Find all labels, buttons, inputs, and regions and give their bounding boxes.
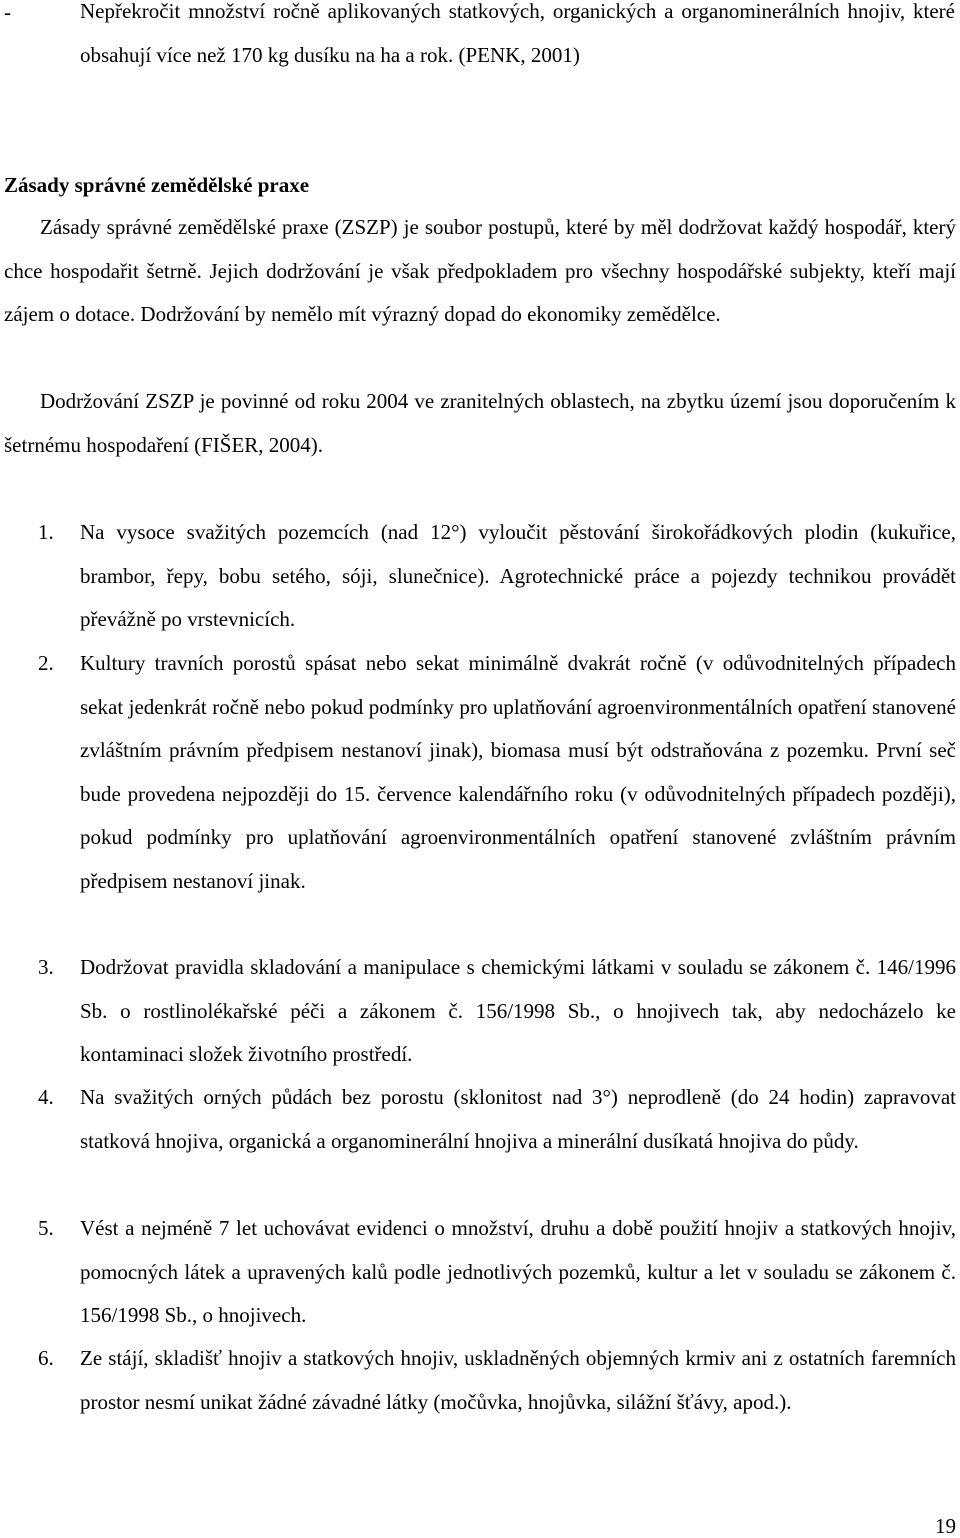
- bullet-item: [0, 0, 960, 110]
- list-item-text: Na vysoce svažitých pozemcích (nad 12°) vyloučit pěstování širokořádkových plodin (kukuřice, brambor, řepy, bobu setého, sóji, slunečnice). Agrotechnické práce a pojezdy technikou provádět převážně po vrstevnicích.: [80, 520, 956, 631]
- list-item-text: Vést a nejméně 7 let uchovávat evidenci o množství, druhu a době použití hnojiv a statkových hnojiv, pomocných látek a upravených kalů podle jednotlivých pozemků, kultur a let v souladu se zákonem č. 156/1998 Sb., o hnojivech.: [80, 1216, 956, 1327]
- list-item-number: 3.: [38, 955, 54, 979]
- section-heading: Zásady správné zemědělské praxe: [4, 173, 310, 197]
- list-item-number: 2.: [38, 651, 54, 675]
- list-item-number: 1.: [38, 520, 54, 544]
- paragraph-zszp-mandatory: Dodržování ZSZP je povinné od roku 2004 ve zranitelných oblastech, na zbytku území jsou doporučením k šetrnému hospodaření (FIŠER, 2004).: [4, 389, 956, 457]
- list-item-text: Na svažitých orných půdách bez porostu (sklonitost nad 3°) neprodleně (do 24 hodin) zapravovat statková hnojiva, organická a organominerální hnojiva a minerální dusíkatá hnojiva do půdy.: [80, 1085, 956, 1153]
- bullet-text: Nepřekročit množství ročně aplikovaných statkových, organických a organominerálních hnojiv, které obsahují více než 170 kg dusíku na ha a rok. (PENK, 2001): [80, 0, 955, 67]
- list-item-text: Ze stájí, skladišť hnojiv a statkových hnojiv, uskladněných objemných krmiv ani z ostatních faremních prostor nesmí unikat žádné závadné látky (močůvka, hnojůvka, silážní šťávy, apod.).: [80, 1346, 956, 1414]
- list-item-text: Kultury travních porostů spásat nebo sekat minimálně dvakrát ročně (v odůvodnitelných případech sekat jedenkrát ročně nebo pokud podmínky pro uplatňování agroenvironmentálních opatření stanovené zvláštním právním předpisem nestanoví jinak), biomasa musí být odstraňována z pozemku. První seč bude provedena nejpozději do 15. července kalendářního roku (v odůvodnitelných případech později), pokud podmínky pro uplatňování agroenvironmentálních opatření stanovené zvláštním právním předpisem nestanoví jinak.: [80, 651, 956, 893]
- list-item-number: 5.: [38, 1216, 54, 1240]
- list-item-number: 4.: [38, 1085, 54, 1109]
- paragraph-zszp-intro: Zásady správné zemědělské praxe (ZSZP) je soubor postupů, které by měl dodržovat každý hospodář, který chce hospodařit šetrně. Jejich dodržování je však předpokladem pro všechny hospodářské subjekty, kteří mají zájem o dotace. Dodržování by nemělo mít výrazný dopad do ekonomiky zemědělce.: [4, 215, 956, 326]
- list-item-number: 6.: [38, 1346, 54, 1370]
- bullet-marker: -: [4, 0, 11, 24]
- page-number: 19: [935, 1514, 956, 1538]
- list-item-text: Dodržovat pravidla skladování a manipulace s chemickými látkami v souladu se zákonem č. 146/1996 Sb. o rostlinolékařské péči a zákonem č. 156/1998 Sb., o hnojivech tak, aby nedocházelo ke kontaminaci složek životního prostředí.: [80, 955, 956, 1066]
